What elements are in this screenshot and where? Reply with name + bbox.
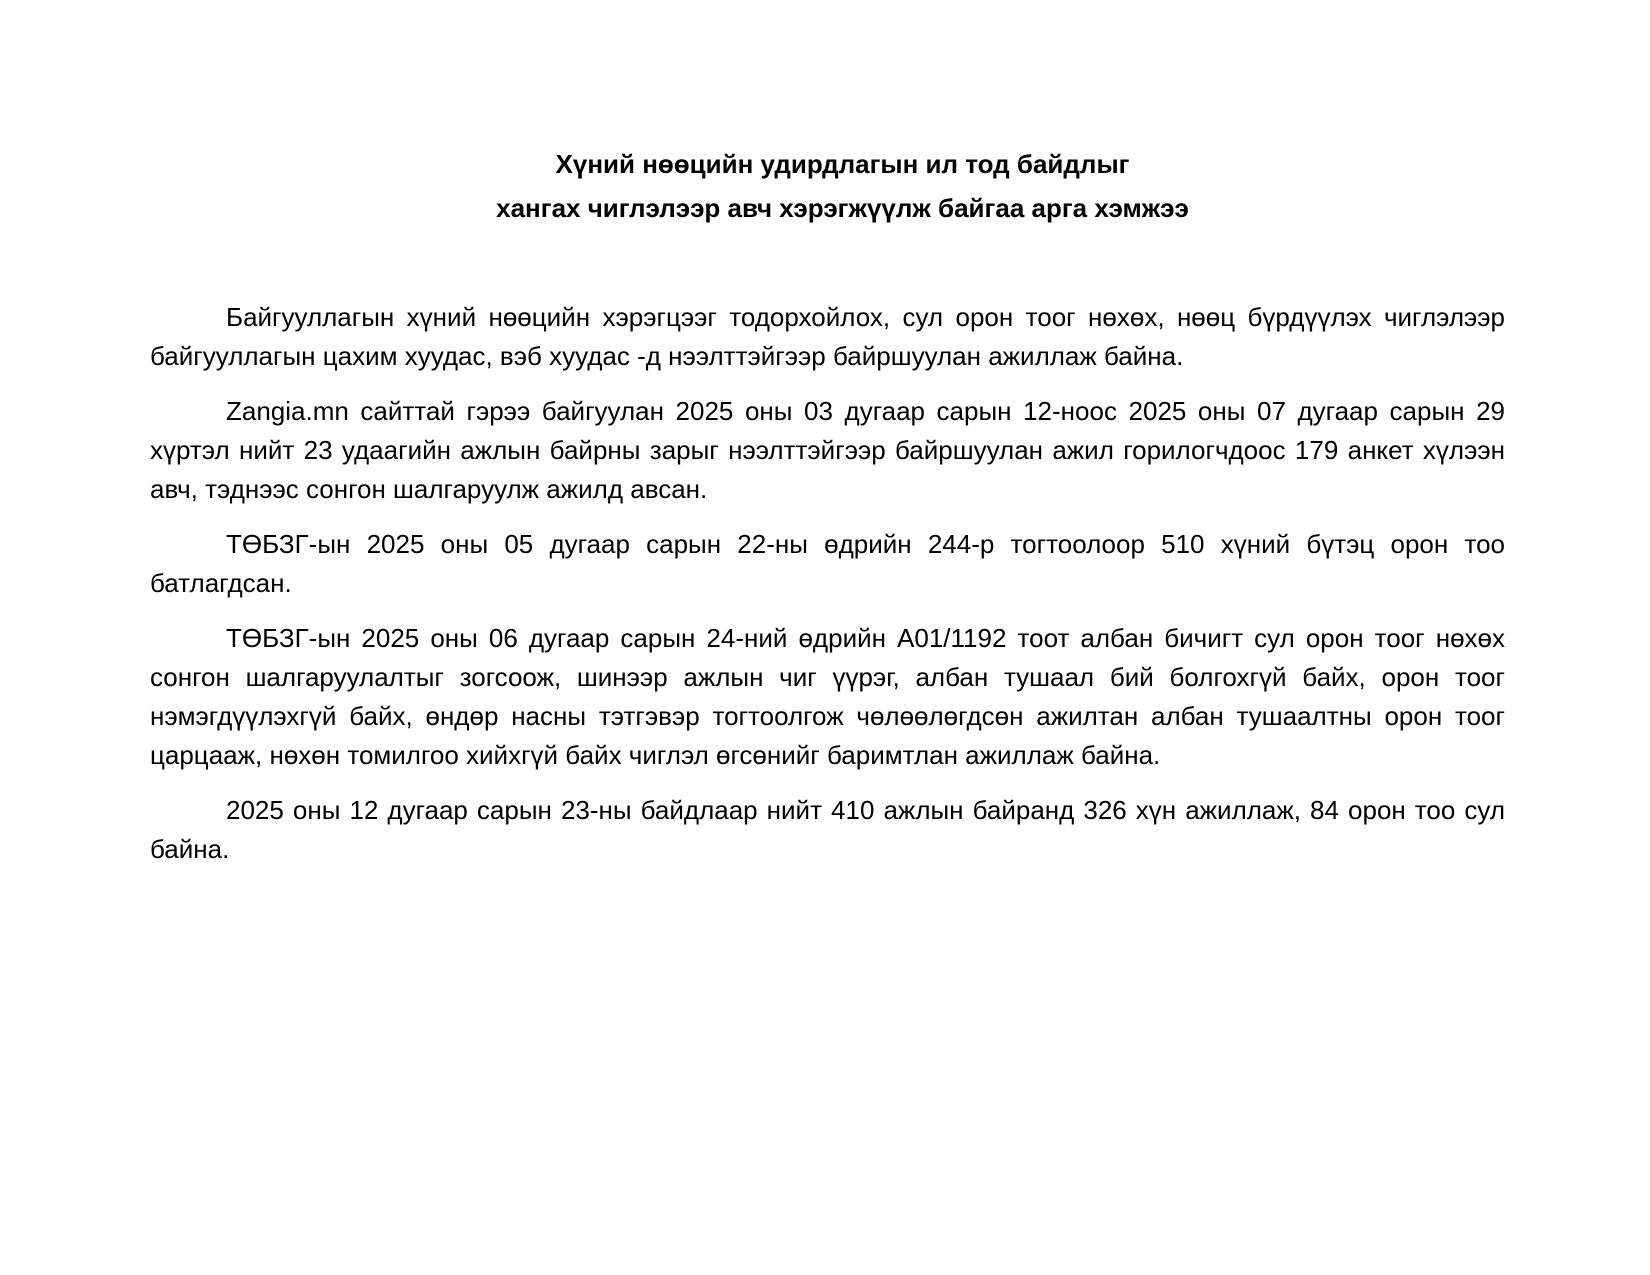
paragraph-2: Zangia.mn сайттай гэрээ байгуулан 2025 оны 03 дугаар сарын 12-ноос 2025 оны 07 дугаар сарын 29 хүртэл нийт 23 удаагийн ажлын байрны зарыг нээлттэйгээр байршуулан ажил горилогчдоос 179 анкет хүлээн авч, тэднээс сонгон шалгаруулж ажилд авсан. bbox=[150, 396, 1505, 504]
document-body bbox=[150, 298, 1505, 869]
paragraph-5: 2025 оны 12 дугаар сарын 23-ны байдлаар нийт 410 ажлын байранд 326 хүн ажиллаж, 84 орон тоо сул байна. bbox=[150, 795, 1505, 864]
paragraph-3: ТӨБЗГ-ын 2025 оны 05 дугаар сарын 22-ны өдрийн 244-р тогтоолоор 510 хүний бүтэц орон тоо батлагдсан. bbox=[150, 529, 1505, 598]
title-line-1: Хүний нөөцийн удирдлагын ил тод байдлыг bbox=[555, 149, 1130, 179]
title-line-2: хангах чиглэлээр авч хэрэгжүүлж байгаа арга хэмжээ bbox=[496, 193, 1189, 223]
paragraph-1: Байгууллагын хүний нөөцийн хэрэгцээг тодорхойлох, сул орон тоог нөхөх, нөөц бүрдүүлэх чиглэлээр байгууллагын цахим хуудас, вэб хуудас -д нээлттэйгээр байршуулан ажиллаж байна. bbox=[150, 302, 1505, 371]
paragraph-4: ТӨБЗГ-ын 2025 оны 06 дугаар сарын 24-ний өдрийн А01/1192 тоот албан бичигт сул орон тоог нөхөх сонгон шалгаруулалтыг зогсоож, шинээр ажлын чиг үүрэг, албан тушаал бий болгохгүй байх, орон тоог нэмэгдүүлэхгүй байх, өндөр насны тэтгэвэр тогтоолгож чөлөөлөгдсөн ажилтан албан тушаалтны орон тоог царцааж, нөхөн томилгоо хийхгүй байх чиглэл өгсөнийг баримтлан ажиллаж байна. bbox=[150, 623, 1505, 770]
document-title bbox=[180, 150, 1505, 222]
